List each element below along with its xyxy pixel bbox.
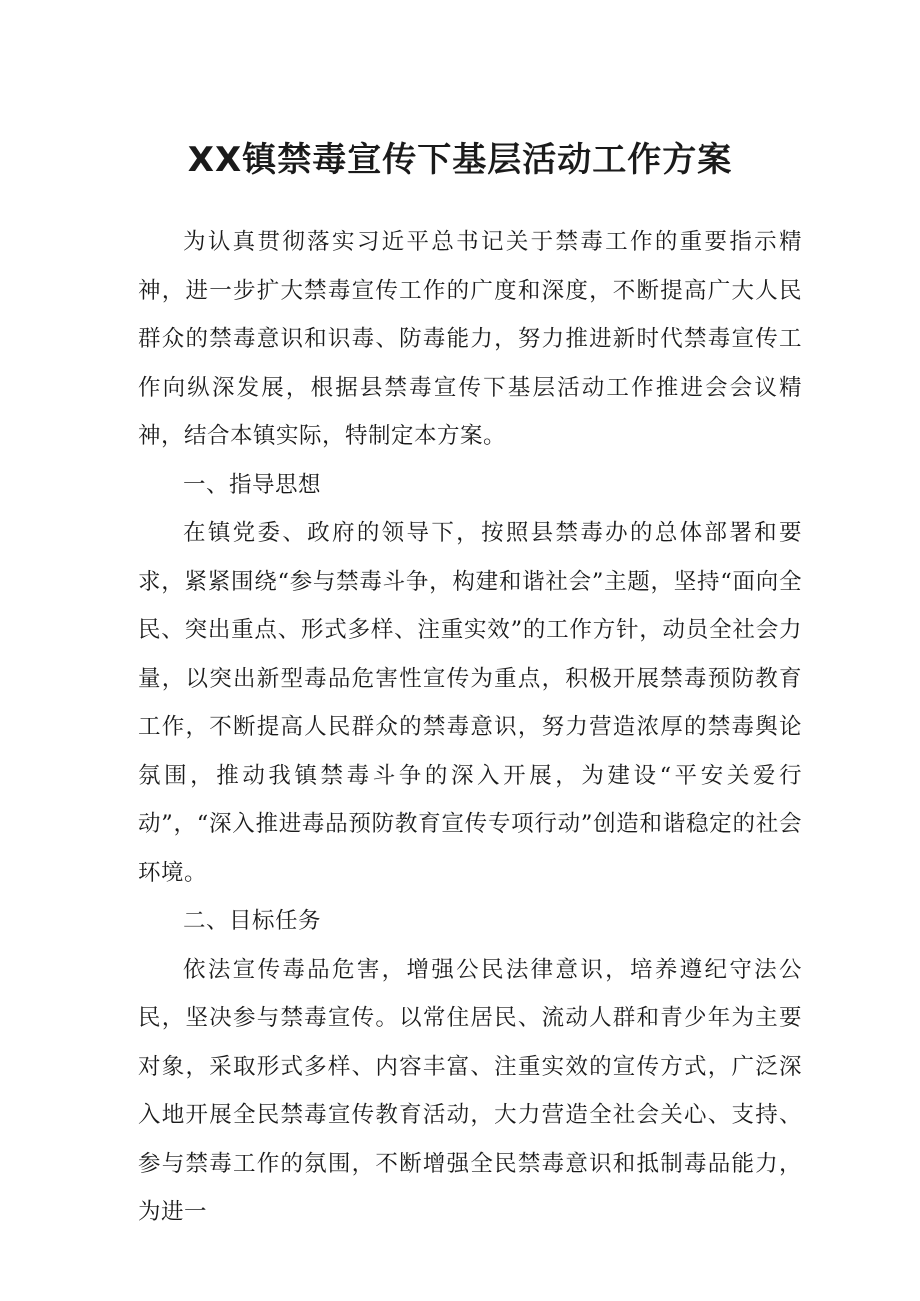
document-title: XX镇禁毒宣传下基层活动工作方案 bbox=[187, 140, 733, 180]
guiding-ideology-paragraph: 在镇党委、政府的领导下，按照县禁毒办的总体部署和要求，紧紧围绕“参与禁毒斗争，构建和谐社会”主题，坚持“面向全民、突出重点、形式多样、注重实效”的工作方针，动员全社会力量，以突出新型毒品危害性宣传为重点，积极开展禁毒预防教育工作，不断提高人民群众的禁毒意识，努力营造浓厚的禁毒舆论氛围，推动我镇禁毒斗争的深入开展，为建设“平安关爱行动”，“深入推进毒品预防教育宣传专项行动”创造和谐稳定的社会环境。 bbox=[138, 520, 802, 886]
intro-paragraph: 为认真贯彻落实习近平总书记关于禁毒工作的重要指示精神，进一步扩大禁毒宣传工作的广度和深度，不断提高广大人民群众的禁毒意识和识毒、防毒能力，努力推进新时代禁毒宣传工作向纵深发展，根据县禁毒宣传下基层活动工作推进会会议精神，结合本镇实际，特制定本方案。 bbox=[138, 229, 802, 449]
document-body bbox=[138, 218, 802, 1237]
section-heading-objectives: 二、目标任务 bbox=[183, 908, 322, 934]
section-heading-guiding-ideology: 一、指导思想 bbox=[183, 471, 322, 498]
objectives-paragraph: 依法宣传毒品危害，增强公民法律意识，培养遵纪守法公民，坚决参与禁毒宣传。以常住居民、流动人群和青少年为主要对象，采取形式多样、内容丰富、注重实效的宣传方式，广泛深入地开展全民禁毒宣传教育活动，大力营造全社会关心、支持、参与禁毒工作的氛围，不断增强全民禁毒意识和抵制毒品能力，为进一 bbox=[138, 956, 802, 1225]
